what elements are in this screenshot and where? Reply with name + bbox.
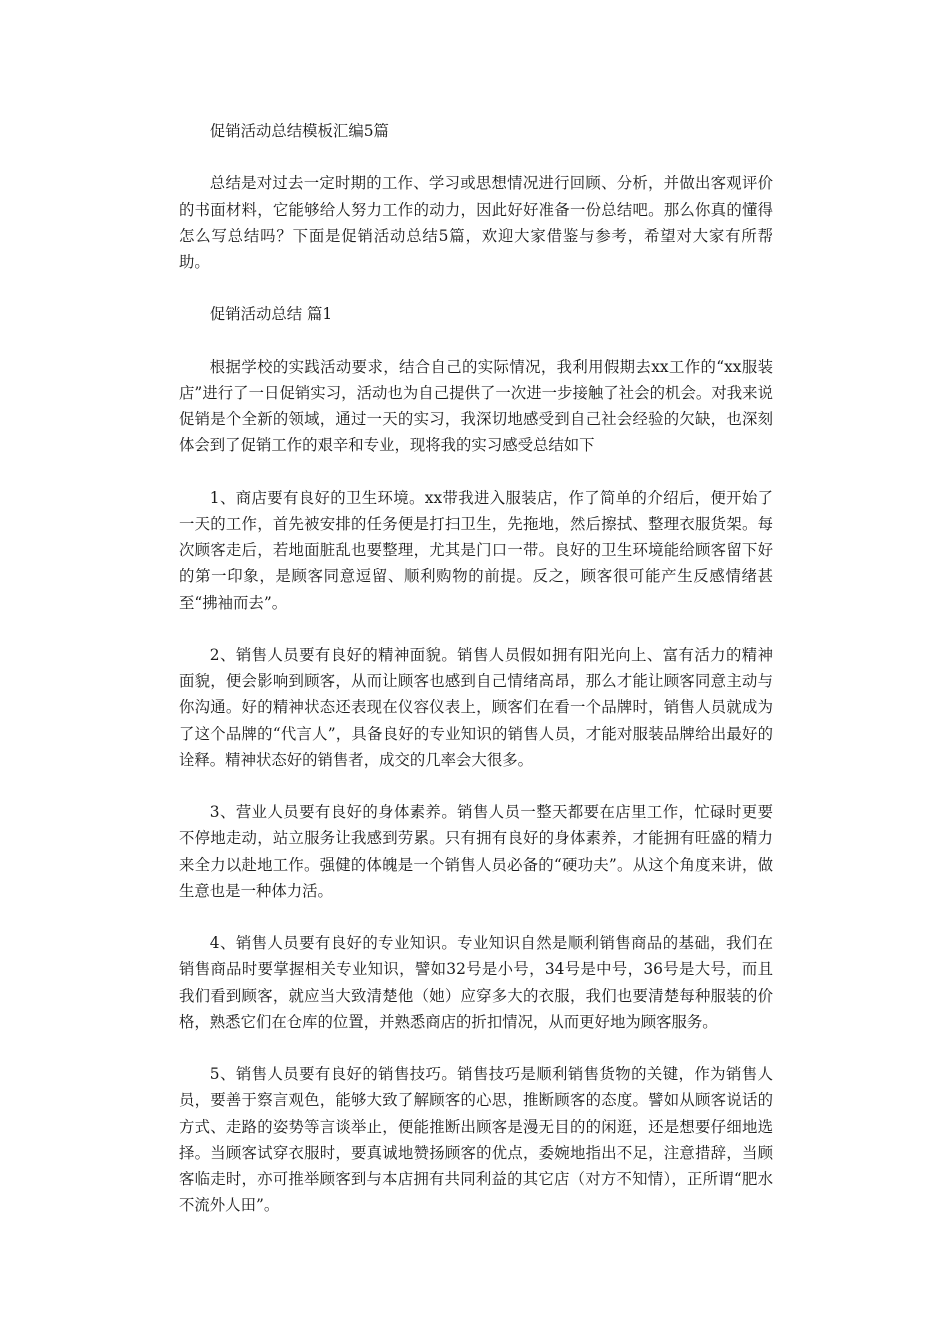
body-paragraph: 4、销售人员要有良好的专业知识。专业知识自然是顺利销售商品的基础，我们在销售商品时要掌握相关专业知识，譬如32号是小号，34号是中号，36号是大号，而且我们看到顾客，就应当大致清楚他（她）应穿多大的衣服，我们也要清楚每种服装的价格，熟悉它们在仓库的位置，并熟悉商店的折扣情况，从而更好地为顾客服务。	[179, 934, 773, 1031]
body-paragraph: 根据学校的实践活动要求，结合自己的实际情况，我利用假期去xx工作的“xx服装店”进行了一日促销实习，活动也为自己提供了一次进一步接触了社会的机会。对我来说促销是个全新的领域，通过一天的实习，我深切地感受到自己社会经验的欠缺，也深刻体会到了促销工作的艰辛和专业，现将我的实习感受总结如下	[179, 357, 773, 455]
body-paragraph: 2、销售人员要有良好的精神面貌。销售人员假如拥有阳光向上、富有活力的精神面貌，便会影响到顾客，从而让顾客也感到自己情绪高昂，那么才能让顾客同意主动与你沟通。好的精神状态还表现在仪容仪表上，顾客们在看一个品牌时，销售人员就成为了这个品牌的“代言人”，具备良好的专业知识的销售人员，才能对服装品牌给出最好的诠释。精神状态好的销售者，成交的几率会大很多。	[179, 645, 773, 769]
body-paragraph: 5、销售人员要有良好的销售技巧。销售技巧是顺利销售货物的关键，作为销售人员，要善于察言观色，能够大致了解顾客的心思，推断顾客的态度。譬如从顾客说话的方式、走路的姿势等言谈举止，便能推断出顾客是漫无目的的闲逛，还是想要仔细地选择。当顾客试穿衣服时，要真诚地赞扬顾客的优点，委婉地指出不足，注意措辞，当顾客临走时，亦可推举顾客到与本店拥有共同利益的其它店（对方不知情），正所谓“肥水不流外人田”。	[179, 1065, 773, 1215]
document-title: 促销活动总结模板汇编5篇	[209, 122, 389, 140]
body-paragraph: 3、营业人员要有良好的身体素养。销售人员一整天都要在店里工作，忙碌时更要不停地走动，站立服务让我感到劳累。只有拥有良好的身体素养，才能拥有旺盛的精力来全力以赴地工作。强健的体魄是一个销售人员必备的“硬功夫”。从这个角度来讲，做生意也是一种体力活。	[179, 803, 773, 900]
section-heading: 促销活动总结 篇1	[209, 305, 333, 324]
intro-paragraph: 总结是对过去一定时期的工作、学习或思想情况进行回顾、分析，并做出客观评价的书面材料，它能够给人努力工作的动力，因此好好准备一份总结吧。那么你真的懂得怎么写总结吗？下面是促销活动总结5篇，欢迎大家借鉴与参考，希望对大家有所帮助。	[179, 174, 773, 271]
document-body	[179, 118, 773, 1245]
body-paragraph: 1、商店要有良好的卫生环境。xx带我进入服装店，作了简单的介绍后，便开始了一天的工作，首先被安排的任务便是打扫卫生，先拖地，然后擦拭、整理衣服货架。每次顾客走后，若地面脏乱也要整理，尤其是门口一带。良好的卫生环境能给顾客留下好的第一印象，是顾客同意逗留、顺利购物的前提。反之，顾客很可能产生反感情绪甚至“拂袖而去”。	[179, 488, 773, 612]
